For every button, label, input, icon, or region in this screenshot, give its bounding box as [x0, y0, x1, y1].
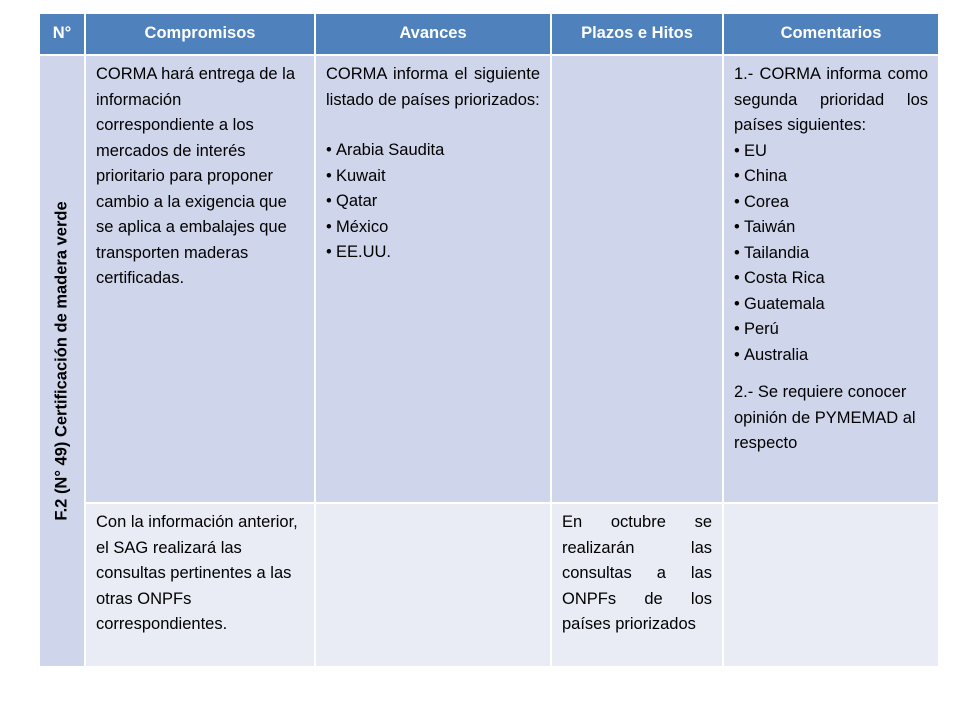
- list-item: • EE.UU.: [326, 240, 540, 266]
- list-item: • Guatemala: [734, 292, 928, 318]
- table-row: [39, 55, 939, 503]
- plazos-text: En octubre se realizarán las consultas a las ONPFs de los países priorizados: [562, 513, 712, 633]
- list-item: • Tailandia: [734, 241, 928, 267]
- row-label-cell: [39, 55, 85, 667]
- list-item: • Arabia Saudita: [326, 138, 540, 164]
- list-item: • Australia: [734, 343, 928, 369]
- list-item: • Corea: [734, 190, 928, 216]
- plazos-cell: [551, 55, 723, 503]
- comentario-intro: 1.- CORMA informa como segunda prioridad los países siguientes:: [734, 65, 928, 134]
- compromiso-text: Con la información anterior, el SAG realizará las consultas pertinentes a las otras ONPFs correspondientes.: [96, 513, 298, 633]
- compromiso-cell: [85, 55, 315, 503]
- row-label: F.2 (N° 49) Certificación de madera verde: [52, 201, 71, 521]
- comentario-second: 2.- Se requiere conocer opinión de PYMEMAD al respecto: [734, 383, 916, 452]
- list-item: • México: [326, 215, 540, 241]
- list-item: • Taiwán: [734, 215, 928, 241]
- comentario-country-list: [734, 139, 928, 369]
- plazos-cell: [551, 503, 723, 667]
- header-row: [39, 13, 939, 55]
- list-item: • Qatar: [326, 189, 540, 215]
- list-item: • Perú: [734, 317, 928, 343]
- list-item: • Costa Rica: [734, 266, 928, 292]
- header-comentarios: Comentarios: [723, 13, 939, 55]
- comentario-cell: [723, 503, 939, 667]
- list-item: • China: [734, 164, 928, 190]
- compromiso-cell: [85, 503, 315, 667]
- compromiso-text: CORMA hará entrega de la información correspondiente a los mercados de interés prioritario para proponer cambio a la exigencia que se aplica a embalajes que transporten maderas certificadas.: [96, 65, 296, 287]
- avance-intro: CORMA informa el siguiente listado de países priorizados:: [326, 65, 540, 109]
- list-item: • EU: [734, 139, 928, 165]
- avance-cell: [315, 55, 551, 503]
- header-compromisos: Compromisos: [85, 13, 315, 55]
- avance-country-list: [326, 138, 540, 266]
- list-item: • Kuwait: [326, 164, 540, 190]
- table-row: [39, 503, 939, 667]
- header-num: N°: [39, 13, 85, 55]
- comentario-cell: [723, 55, 939, 503]
- header-plazos: Plazos e Hitos: [551, 13, 723, 55]
- commitments-table: [38, 12, 940, 668]
- avance-cell: [315, 503, 551, 667]
- header-avances: Avances: [315, 13, 551, 55]
